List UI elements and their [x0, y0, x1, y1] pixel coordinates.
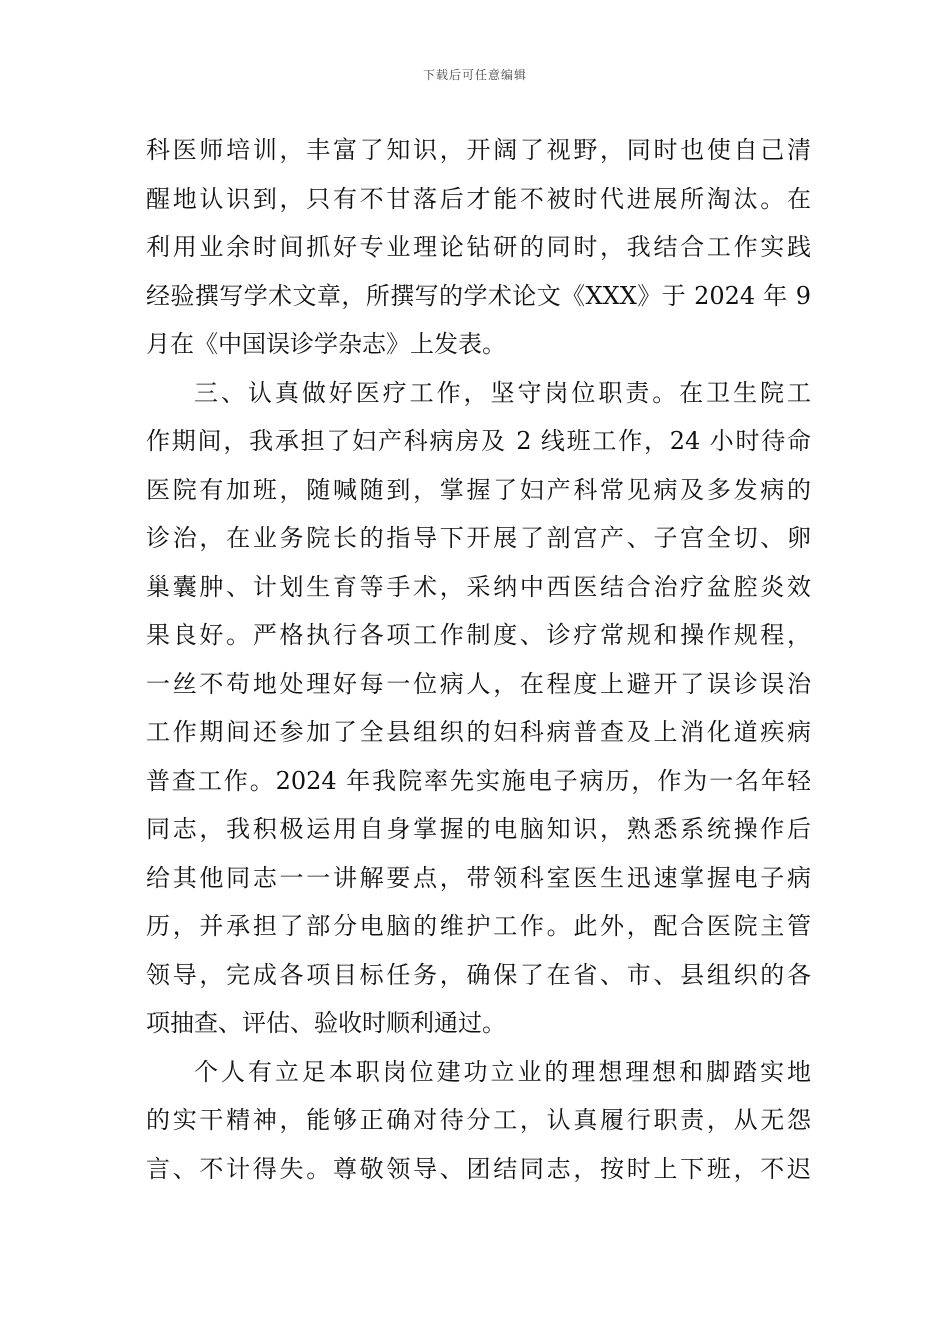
text-line: 巢囊肿、计划生育等手术，采纳中西医结合治疗盆腔炎效 [146, 572, 811, 601]
text-line: 的实干精神，能够正确对待分工，认真履行职责，从无怨 [146, 1106, 811, 1134]
text-line: 利用业余时间抓好专业理论钻研的同时，我结合工作实践 [146, 233, 811, 261]
text-line: 月在《中国误诊学杂志》上发表。 [146, 330, 506, 358]
text-line: 果良好。严格执行各项工作制度、诊疗常规和操作规程， [146, 621, 811, 649]
text-line: 作期间，我承担了妇产科病房及 2 线班工作，24 小时待命 [146, 427, 811, 455]
text-line: 个人有立足本职岗位建功立业的理想理想和脚踏实地 [194, 1057, 811, 1086]
text-line: 言、不计得失。尊敬领导、团结同志，按时上下班，不迟 [146, 1154, 811, 1183]
page-header: 下载后可任意编辑 [422, 68, 527, 82]
text-line: 历，并承担了部分电脑的维护工作。此外，配合医院主管 [146, 912, 811, 940]
text-line: 诊治，在业务院长的指导下开展了剖宫产、子宫全切、卵 [146, 524, 811, 552]
text-line: 同志，我积极运用自身掌握的电脑知识，熟悉系统操作后 [146, 815, 811, 843]
text-line: 医院有加班，随喊随到，掌握了妇产科常见病及多发病的 [146, 475, 811, 504]
text-line: 普查工作。2024 年我院率先实施电子病历，作为一名年轻 [146, 766, 811, 795]
text-line: 给其他同志一一讲解要点，带领科室医生迅速掌握电子病 [146, 863, 811, 892]
text-line: 工作期间还参加了全县组织的妇科病普查及上消化道疾病 [146, 718, 811, 746]
text-line: 领导，完成各项目标任务，确保了在省、市、县组织的各 [146, 960, 811, 989]
text-line: 三、认真做好医疗工作，坚守岗位职责。在卫生院工 [194, 378, 811, 407]
document-body [146, 126, 811, 1193]
text-line: 醒地认识到，只有不甘落后才能不被时代进展所淘汰。在 [146, 184, 811, 213]
text-line: 项抽查、评估、验收时顺利通过。 [146, 1009, 506, 1037]
text-line: 科医师培训，丰富了知识，开阔了视野，同时也使自己清 [146, 136, 811, 164]
text-line: 经验撰写学术文章，所撰写的学术论文《XXX》于 2024 年 9 [146, 281, 811, 310]
text-line: 一丝不苟地处理好每一位病人，在程度上避开了误诊误治 [146, 669, 811, 698]
